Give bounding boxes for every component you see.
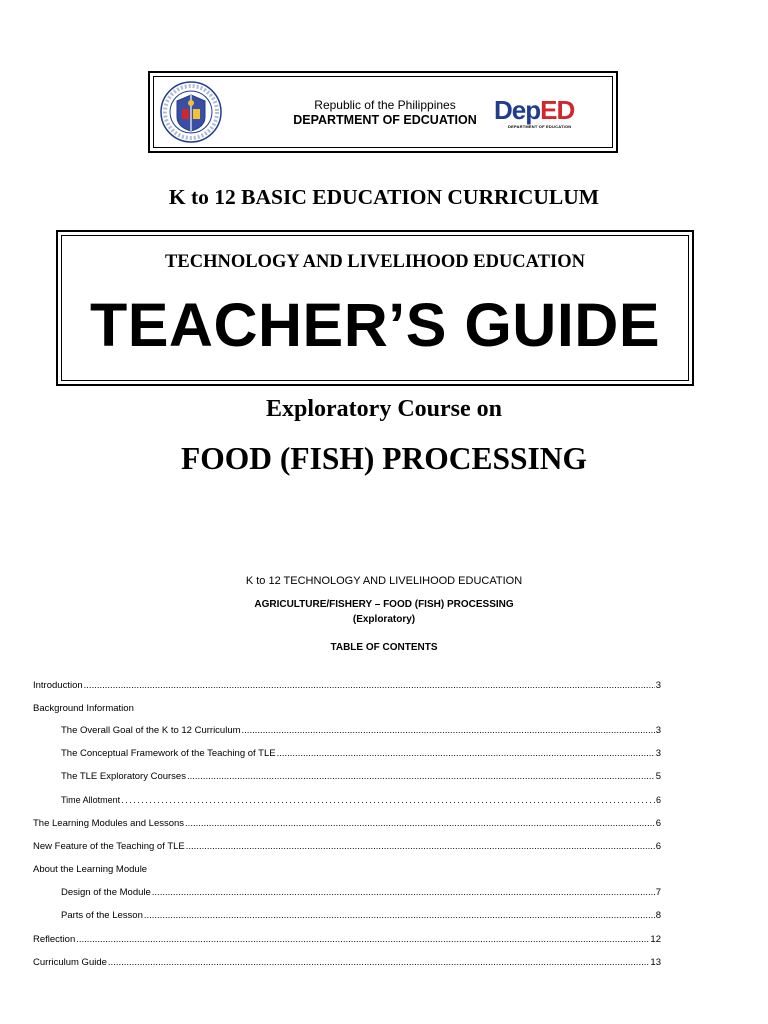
toc-entry-label: Parts of the Lesson [61, 910, 143, 921]
toc-entry [33, 680, 661, 694]
toc-entry [61, 887, 661, 901]
toc-entry [61, 771, 661, 785]
toc-entry [33, 818, 661, 832]
toc-entry-label: About the Learning Module [33, 864, 148, 875]
toc-course-type: (Exploratory) [352, 614, 416, 625]
toc-entry-label: Background Information [33, 703, 134, 714]
letterhead-box [148, 71, 618, 153]
toc-entry [33, 934, 661, 948]
guide-title: TEACHER’S GUIDE [89, 291, 661, 359]
course-name: FOOD (FISH) PROCESSING [180, 441, 588, 476]
toc-entry-label: The TLE Exploratory Courses [61, 771, 186, 782]
toc-entry-page: 12 [650, 934, 661, 945]
toc-section-heading [33, 703, 661, 717]
toc-course-heading: AGRICULTURE/FISHERY – FOOD (FISH) PROCESSING [254, 599, 514, 610]
toc-entry-page: 13 [650, 957, 661, 968]
toc-entry-label: Reflection [33, 934, 76, 945]
course-intro: Exploratory Course on [266, 396, 502, 422]
toc-entry-page: 6 [655, 841, 661, 852]
toc-entry-page: 3 [655, 725, 661, 736]
toc-entry [33, 957, 661, 971]
toc-entry-label: The Overall Goal of the K to 12 Curriculum [61, 725, 241, 736]
curriculum-title: K to 12 BASIC EDUCATION CURRICULUM [168, 185, 600, 209]
toc-entry-label: The Learning Modules and Lessons [33, 818, 185, 829]
deped-logo-icon [494, 95, 580, 135]
title-box [56, 230, 694, 386]
toc-entry-label: New Feature of the Teaching of TLE [33, 841, 185, 852]
department-name: DEPARTMENT OF EDCUATION [293, 113, 477, 127]
toc-entry [61, 795, 661, 809]
deped-logo-wordmark: DepED [494, 95, 575, 125]
toc-entry-page: 8 [655, 910, 661, 921]
toc-entry [61, 725, 661, 739]
toc-entry-label: Curriculum Guide [33, 957, 107, 968]
toc-title: TABLE OF CONTENTS [330, 642, 438, 653]
toc-entry-label: Time Allotment [61, 795, 121, 805]
toc-section-heading [33, 864, 661, 878]
toc-entry-page: 6 [655, 818, 661, 829]
toc-entry [61, 748, 661, 762]
republic-text: Republic of the Philippines [314, 98, 456, 112]
deped-logo-subtitle: DEPARTMENT OF EDUCATION [508, 124, 572, 129]
toc-program-heading: K to 12 TECHNOLOGY AND LIVELIHOOD EDUCATION [245, 575, 523, 587]
toc-entry [33, 841, 661, 855]
toc-entry-label: Introduction [33, 680, 83, 691]
toc-entry-page: 3 [655, 748, 661, 759]
toc-entry-page: 5 [655, 771, 661, 782]
toc-entry-page: 6 [655, 795, 661, 805]
toc-entry-page: 3 [655, 680, 661, 691]
toc-entry-page: 7 [655, 887, 661, 898]
toc-entry-label: The Conceptual Framework of the Teaching of TLE [61, 748, 276, 759]
toc-entry [61, 910, 661, 924]
subject-title: TECHNOLOGY AND LIVELIHOOD EDUCATION [165, 252, 585, 272]
deped-seal-icon [160, 81, 222, 143]
toc-entry-label: Design of the Module [61, 887, 151, 898]
